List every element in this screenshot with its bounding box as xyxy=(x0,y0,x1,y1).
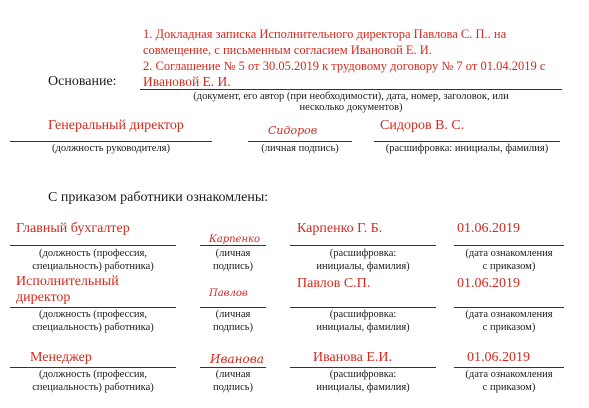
employee-position-line xyxy=(10,307,176,308)
employee-date: 01.06.2019 xyxy=(457,221,520,236)
date-caption: (дата ознакомления xyxy=(465,309,553,320)
basis-line-2: совмещение, с письменным согласием Ивановой Е. И. xyxy=(143,43,432,57)
signature-caption: подпись) xyxy=(212,382,254,393)
employee-signature-line xyxy=(200,245,266,246)
employee-name-line xyxy=(290,307,436,308)
employee-signature-line xyxy=(200,367,266,368)
name-caption: (расшифровка: xyxy=(329,369,397,380)
position-caption: специальность) работника) xyxy=(32,261,154,272)
employee-signature: Павлов xyxy=(209,288,248,299)
name-caption: инициалы, фамилия) xyxy=(316,322,410,333)
date-caption: с приказом) xyxy=(482,261,536,272)
director-position-line xyxy=(10,141,212,142)
position-caption: (должность (профессия, xyxy=(39,369,147,380)
employee-name-line xyxy=(290,367,436,368)
name-caption: инициалы, фамилия) xyxy=(316,382,410,393)
director-position: Генеральный директор xyxy=(48,118,184,133)
signature-caption: подпись) xyxy=(212,322,254,333)
signature-caption: (личная xyxy=(215,369,251,380)
basis-line-4: Ивановой Е. И. xyxy=(143,74,231,89)
acquainted-title: С приказом работники ознакомлены: xyxy=(48,190,269,205)
employee-name: Карпенко Г. Б. xyxy=(297,221,383,236)
date-caption: с приказом) xyxy=(482,382,536,393)
employee-name: Иванова Е.И. xyxy=(313,350,393,365)
director-signature-caption: (личная подпись) xyxy=(261,143,339,154)
signature-caption: (личная xyxy=(215,309,251,320)
basis-caption-2: несколько документов) xyxy=(299,102,403,113)
employee-position-cont: директор xyxy=(16,290,71,305)
basis-underline xyxy=(140,89,562,90)
position-caption: (должность (профессия, xyxy=(39,309,147,320)
employee-signature-line xyxy=(200,307,266,308)
date-caption: (дата ознакомления xyxy=(465,369,553,380)
employee-date-line xyxy=(454,367,564,368)
employee-position-line xyxy=(10,367,176,368)
director-signature: Сидоров xyxy=(268,124,318,137)
director-name-line xyxy=(374,141,560,142)
signature-caption: (личная xyxy=(215,248,251,259)
name-caption: инициалы, фамилия) xyxy=(316,261,410,272)
employee-position-line xyxy=(10,245,176,246)
employee-signature: Иванова xyxy=(210,352,264,366)
employee-position: Менеджер xyxy=(30,350,92,365)
position-caption: специальность) работника) xyxy=(32,382,154,393)
position-caption: специальность) работника) xyxy=(32,322,154,333)
basis-caption-1: (документ, его автор (при необходимости), дата, номер, заголовок, или xyxy=(193,91,509,102)
employee-date: 01.06.2019 xyxy=(457,276,520,291)
employee-name: Павлов С.П. xyxy=(297,276,371,291)
employee-date: 01.06.2019 xyxy=(467,350,530,365)
employee-name-line xyxy=(290,245,436,246)
employee-date-line xyxy=(454,245,564,246)
director-position-caption: (должность руководителя) xyxy=(51,143,171,154)
position-caption: (должность (профессия, xyxy=(39,248,147,259)
date-caption: с приказом) xyxy=(482,322,536,333)
employee-position: Главный бухгалтер xyxy=(16,221,130,236)
director-signature-line xyxy=(248,141,352,142)
employee-signature: Карпенко xyxy=(209,234,261,245)
name-caption: (расшифровка: xyxy=(329,309,397,320)
signature-caption: подпись) xyxy=(212,261,254,272)
employee-position: Исполнительный xyxy=(16,274,119,289)
director-name-caption: (расшифровка: инициалы, фамилия) xyxy=(385,143,549,154)
basis-line-1: 1. Докладная записка Исполнительного директора Павлова С. П.. на xyxy=(143,27,507,41)
basis-line-3: 2. Соглашение № 5 от 30.05.2019 к трудовому договору № 7 от 01.04.2019 с xyxy=(143,59,546,73)
director-name: Сидоров В. С. xyxy=(380,118,465,133)
name-caption: (расшифровка: xyxy=(329,248,397,259)
date-caption: (дата ознакомления xyxy=(465,248,553,259)
employee-date-line xyxy=(454,307,564,308)
basis-label: Основание: xyxy=(48,74,117,89)
